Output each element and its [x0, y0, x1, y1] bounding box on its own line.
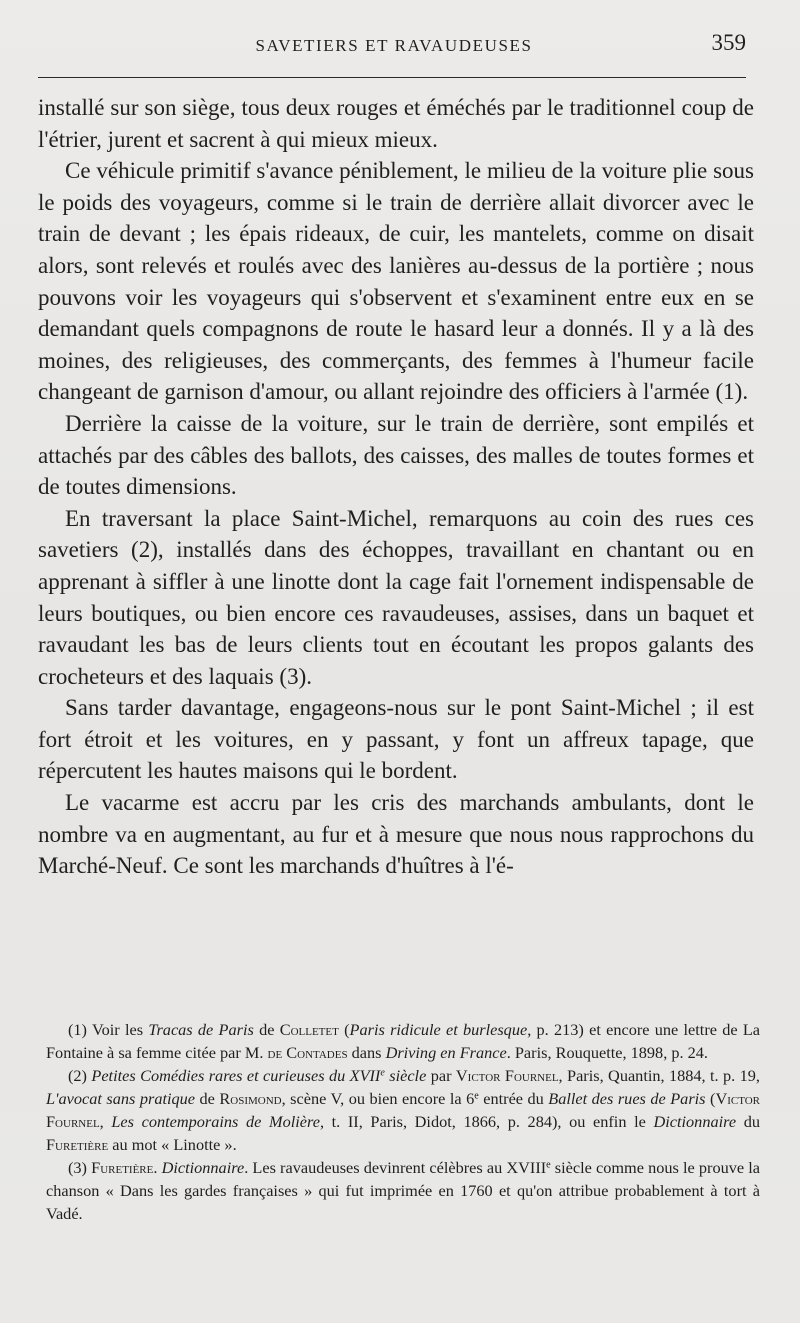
footnote-ref-1: (1). — [709, 379, 749, 405]
paragraph-5-text: Sans tarder davantage, engageons-nous sur le pont Saint-Michel ; il est fort étroit et les voitures, en y passant, y font un affreux tapage, que répercutent les hautes maisons qui le bordent. — [38, 695, 754, 784]
footnote-2-author: Victor Fournel — [46, 1089, 760, 1131]
footnote-1-text: ( — [338, 1020, 350, 1039]
footnote-3-text: siècle comme nous le prouve la chanson « Dans les gardes françaises » qui fut imprimée en 1760 et qu'on attribue probablement à tort à Vadé. — [46, 1158, 760, 1223]
footnote-1-title: Driving en France — [385, 1043, 507, 1062]
footnote-2-text: par — [426, 1066, 456, 1085]
paragraph-3-text: Derrière la caisse de la voiture, sur le train de derrière, sont empilés et attachés par des câbles des ballots, des caisses, des malles de toutes formes et de toutes dimensions. — [38, 410, 754, 500]
footnote-2-title: Petites Comédies rares et curieuses du XVII — [91, 1066, 381, 1085]
paragraph-1 — [38, 92, 754, 155]
footnote-2-text: au mot « Linotte ». — [108, 1135, 237, 1154]
footnote-3-author: Furetière — [91, 1158, 154, 1177]
footnote-2-text: , scène V, ou bien encore la 6 — [281, 1089, 475, 1108]
footnote-1 — [46, 1018, 760, 1064]
footnotes — [48, 1018, 760, 1225]
footnote-2-title: Ballet des rues de Paris — [548, 1089, 706, 1108]
footnote-1-author: de Contades — [267, 1043, 348, 1062]
footnote-1-author: Colletet — [279, 1020, 339, 1039]
footnote-3-superscript: e — [546, 1159, 551, 1171]
footnote-2-title: Les contemporains de Molière — [111, 1112, 320, 1131]
paragraph-4-text-a: En traversant la place Saint-Michel, remarquons au coin des rues ces savetiers — [38, 505, 754, 563]
footnote-2-title: L'avocat sans pratique — [46, 1089, 196, 1108]
footnote-1-title: Tracas de Paris — [148, 1020, 254, 1039]
paragraph-6 — [38, 787, 754, 882]
footnote-1-text: de — [253, 1020, 280, 1039]
footnote-ref-2: (2) — [118, 537, 158, 563]
paragraph-4 — [38, 503, 754, 693]
footnote-1-text: dans — [347, 1043, 386, 1062]
paragraph-2-text: Ce véhicule primitif s'avance péniblement, le milieu de la voiture plie sous le poids des voyageurs, comme si le train de derrière allait divorcer avec le train de devant ; les épais rideaux, de cuir, les mantelets, comme on disait alors, sont relevés et roulés avec des lanières au-dessus de la portière ; nous pouvons voir les voyageurs qui s'observent et s'examinent entre eux en se demandant quels compagnons de route le hasard leur a donnés. Il y a là des moines, des religieuses, des commerçants, des femmes à l'humeur facile changeant de garnison d'amour, ou allant rejoindre des officiers à l'armée — [38, 158, 754, 405]
footnote-2-text: entrée du — [478, 1089, 549, 1108]
page-header — [38, 30, 750, 66]
footnote-2-text: de — [195, 1089, 220, 1108]
footnote-2-text: du — [736, 1112, 761, 1131]
footnote-3 — [46, 1156, 760, 1225]
paragraph-1-text: installé sur son siège, tous deux rouges et éméchés par le traditionnel coup de l'étrier, jurent et sacrent à qui mieux mieux. — [38, 95, 754, 152]
footnote-3-text: . — [153, 1158, 162, 1177]
footnote-2-superscript: e — [380, 1067, 385, 1079]
footnote-ref-3: (3). — [273, 663, 312, 689]
main-text — [38, 92, 754, 882]
footnote-2-superscript: e — [474, 1090, 479, 1102]
footnote-2-text: , t. II, Paris, Didot, 1866, p. 284), ou enfin le — [319, 1112, 654, 1131]
header-rule — [38, 77, 746, 78]
footnote-3-text: (3) — [68, 1158, 92, 1177]
footnote-1-text: . Paris, Rouquette, 1898, p. 24. — [506, 1043, 708, 1062]
paragraph-2 — [38, 155, 754, 408]
footnote-1-title: Paris ridicule et burlesque — [349, 1020, 528, 1039]
paragraph-6-text: Le vacarme est accru par les cris des marchands ambulants, dont le nombre va en augmentant, au fur et à mesure que nous nous rapprochons du Marché-Neuf. Ce sont les marchands d'huîtres à l'é- — [38, 790, 754, 879]
footnote-2-title: siècle — [384, 1066, 427, 1085]
footnote-1-text: , p. 213) et encore une lettre de La Fontaine à sa femme citée par M. — [46, 1020, 761, 1062]
footnote-2-text: ( — [705, 1089, 716, 1108]
footnote-2-text: , — [99, 1112, 112, 1131]
footnote-2-text: (2) — [68, 1066, 92, 1085]
footnote-2-author: Rosimond — [219, 1089, 282, 1108]
paragraph-5 — [38, 692, 754, 787]
running-title: SAVETIERS ET RAVAUDEUSES — [255, 36, 533, 55]
footnote-2-title: Dictionnaire — [653, 1112, 737, 1131]
footnote-3-title: Dictionnaire — [161, 1158, 245, 1177]
footnote-2 — [46, 1064, 760, 1156]
paragraph-3 — [38, 408, 754, 503]
footnote-2-text: , Paris, Quantin, 1884, t. p. 19, — [558, 1066, 760, 1085]
footnote-2-author: Furetière — [46, 1135, 109, 1154]
footnote-2-author: Victor Fournel — [455, 1066, 559, 1085]
page-number: 359 — [711, 30, 746, 55]
paragraph-4-text-b: , installés dans des échoppes, travaillant en chantant ou en apprenant à siffler à une linotte dont la cage fait l'ornement indispensable de leurs boutiques, ou bien encore ces ravaudeuses, assises, dans un baquet et ravaudant les bas de leurs clients tout en écoutant les propos galants des crocheteurs et des laquais — [38, 537, 754, 689]
footnote-3-text: . Les ravaudeuses devinrent célèbres au XVIII — [244, 1158, 547, 1177]
footnote-1-text: (1) Voir les — [68, 1020, 149, 1039]
